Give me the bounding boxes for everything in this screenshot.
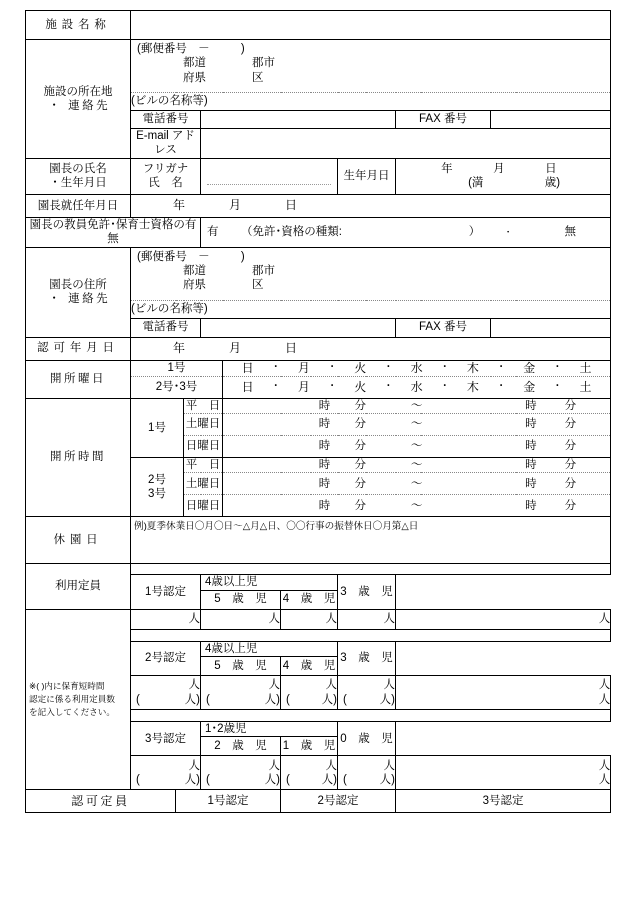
principal-address-label-line1: 園長の住所: [49, 278, 107, 291]
facility-pref-label-1: 都道: [183, 57, 206, 70]
open-hours-group2-label: [131, 457, 184, 516]
approval-date-line: [131, 341, 610, 356]
capacity-block2-cert: 2号認定: [131, 641, 201, 675]
open-hours-group2-line2: 3号: [148, 488, 166, 501]
open-hours-label: 開所時間: [26, 398, 131, 517]
capacity-block3-a-input[interactable]: [281, 756, 338, 790]
facility-name-label: 施設名称: [26, 11, 131, 40]
weekday-sep-1a: ・: [270, 361, 281, 373]
capacity-block2-group-full: [201, 678, 280, 692]
capacity-block3-cert: 3号認定: [131, 722, 201, 756]
end-hour-unit-g1-wd: 時: [525, 399, 537, 412]
weekday-sat-type23[interactable]: 土: [579, 379, 592, 394]
open-days-type1-label: 1号: [131, 360, 223, 376]
license-separator: ・: [503, 226, 513, 237]
start-hour-unit-g2-su: 時: [318, 499, 331, 512]
capacity-block2-a-short: [281, 693, 337, 707]
furigana-input-line[interactable]: [207, 168, 331, 185]
capacity-block2-a-paren-close: 人): [321, 693, 337, 706]
open-hours-group1-label: 1号: [131, 398, 184, 457]
end-hour-unit-g1-sa: 時: [525, 418, 537, 431]
end-min-unit-g1-wd: 分: [564, 399, 577, 412]
birth-year-unit: 年: [441, 162, 453, 175]
capacity-note-cell: [26, 609, 131, 790]
facility-name-input[interactable]: [131, 11, 611, 40]
license-label: 園長の教員免許･保育士資格の有無: [26, 217, 201, 247]
capacity-block2-total-unit: 人: [188, 679, 200, 692]
start-min-unit-g1-su: 分: [354, 440, 367, 453]
start-hour-unit-g2-wd: 時: [318, 458, 331, 471]
open-hours-g2-saturday-label: 土曜日: [184, 473, 223, 495]
principal-name-label-line1: 園長の氏名: [49, 162, 107, 175]
license-yes-option[interactable]: 有: [207, 225, 219, 238]
capacity-block2-a-full: [281, 678, 337, 692]
capacity-block3-a-short: [281, 773, 337, 787]
capacity-block3-total-input[interactable]: [131, 756, 201, 790]
capacity-block2-total-full: [131, 678, 200, 692]
license-kind-close: ）: [468, 225, 481, 238]
capacity-block2-b-full: [338, 678, 395, 692]
weekday-thu-type23[interactable]: 木: [466, 379, 479, 394]
birth-month-unit: 月: [493, 162, 505, 175]
capacity-block2-b-paren-close: 人): [379, 693, 395, 706]
open-hours-g1-saturday-label: 土曜日: [184, 413, 223, 435]
approval-day-unit: 日: [285, 341, 298, 355]
capacity-block2-spacer: [131, 629, 611, 641]
approved-capacity-label: 認可定員: [26, 790, 176, 813]
capacity-block2-total-input[interactable]: [131, 676, 201, 710]
start-min-unit-g1-wd: 分: [354, 399, 367, 412]
capacity-block1-b-unit: 人: [383, 612, 395, 625]
capacity-block1-last-input[interactable]: [396, 609, 611, 629]
approval-month-unit: 月: [229, 341, 242, 355]
capacity-block3-b-short: [338, 773, 395, 787]
capacity-block1-group-unit: 人: [268, 612, 280, 625]
principal-birth-label: 生年月日: [338, 158, 396, 194]
capacity-block3-last-full: [396, 759, 610, 773]
principal-zip-label: (郵便番号: [137, 250, 187, 263]
range-mark-g1-sa: ～: [410, 418, 423, 431]
time-range-g1-sun: [223, 439, 610, 453]
facility-tel-input[interactable]: [201, 111, 396, 129]
capacity-block3-b-unit: 人: [383, 759, 395, 772]
capacity-note-line3: を記入してください。: [29, 707, 115, 718]
end-min-unit-g2-su: 分: [564, 499, 577, 512]
weekday-sep-1e: ・: [496, 361, 507, 373]
facility-pref-line-2: [135, 71, 610, 85]
weekday-sep-1d: ・: [439, 361, 450, 373]
capacity-block3-b-paren-open: (: [343, 773, 347, 786]
start-hour-unit-g1-sa: 時: [318, 418, 331, 431]
open-days-type23-label: 2号･3号: [131, 376, 223, 398]
row-appointment-date: [26, 194, 611, 217]
principal-name-label-line2: ・生年月日: [49, 177, 107, 190]
range-mark-g1-wd: ～: [410, 399, 423, 412]
weekday-options-type23: [223, 380, 610, 395]
capacity-block2-last-input[interactable]: [396, 676, 611, 710]
end-min-unit-g2-wd: 分: [564, 458, 577, 471]
appointment-date-label: 園長就任年月日: [26, 194, 131, 217]
weekday-fri-type23[interactable]: 金: [523, 379, 536, 394]
capacity-block2-group-short: [201, 693, 280, 707]
capacity-block2-a-paren-open: (: [286, 693, 290, 706]
capacity-block3-group-short: [201, 773, 280, 787]
facility-city-label-2: 区: [252, 71, 264, 84]
capacity-block3-group-input[interactable]: [201, 756, 281, 790]
capacity-block1-a-input[interactable]: [281, 609, 338, 629]
capacity-block3-b-input[interactable]: [338, 756, 396, 790]
start-hour-unit-g2-sa: 時: [318, 477, 331, 490]
facility-pref-line: [135, 56, 610, 70]
row-principal-address: [26, 247, 611, 300]
principal-city-label-2: 区: [252, 279, 264, 292]
open-hours-group2-line1: 2号: [148, 473, 166, 486]
capacity-block1-total-unit: 人: [188, 612, 200, 625]
weekday-sep-2f: ・: [552, 380, 563, 392]
weekday-sep-2c: ・: [383, 380, 394, 392]
closed-days-example: 例)夏季休業日〇月〇日～△月△日、〇〇行事の振替休日〇月第△日: [134, 521, 419, 533]
birth-age-close: 歳): [544, 177, 561, 190]
open-hours-g2-weekday-input[interactable]: [223, 457, 611, 472]
capacity-block2-total-short: [131, 693, 200, 707]
capacity-block3-total-short: [131, 773, 200, 787]
principal-city-label-1: 郡市: [252, 264, 275, 277]
principal-name-label: [26, 158, 131, 194]
approved-capacity-cert2[interactable]: 2号認定: [281, 790, 396, 813]
end-hour-unit-g2-su: 時: [525, 499, 537, 512]
capacity-block3-last-unit2: 人: [598, 773, 611, 786]
capacity-block3-sub-b: 1 歳 児: [281, 737, 338, 756]
facility-tel-label: 電話番号: [131, 111, 201, 129]
capacity-block3-last-unit: 人: [598, 759, 611, 772]
time-range-g2-sun: [223, 499, 610, 513]
principal-zip-close: ): [240, 250, 245, 263]
capacity-block1-group-input[interactable]: [201, 609, 281, 629]
row-closed-days: [26, 517, 611, 564]
furigana-label-text: フリガナ: [142, 162, 189, 175]
range-mark-g2-sa: ～: [410, 477, 423, 490]
approval-date-label: 認可年月日: [26, 337, 131, 360]
capacity-block1-b-input[interactable]: [338, 609, 396, 629]
row-open-days-type1: [26, 360, 611, 376]
facility-city-label-1: 郡市: [252, 57, 275, 70]
capacity-block2-group-input[interactable]: [201, 676, 281, 710]
appointment-year-unit: 年: [173, 198, 186, 213]
principal-tel-label: 電話番号: [131, 318, 201, 337]
capacity-block3-last-short: [396, 773, 610, 787]
row-approval-date: [26, 337, 611, 360]
weekday-sep-2a: ・: [270, 380, 281, 392]
capacity-block1-spacer: [131, 564, 611, 575]
capacity-block2-a-unit: 人: [325, 679, 337, 692]
principal-address-label-line2: ・ 連絡先: [48, 293, 111, 305]
facility-building-input[interactable]: (ビルの名称等): [131, 93, 611, 111]
start-min-unit-g1-sa: 分: [354, 418, 367, 431]
birth-date-line: [396, 162, 610, 176]
weekday-tue-type23[interactable]: 火: [354, 379, 367, 394]
capacity-note-line1: ※( )内に保育短時間: [29, 680, 105, 691]
principal-zip-dash: －: [198, 250, 210, 263]
capacity-block2-group-paren-close: 人): [264, 693, 280, 706]
capacity-block3-group-full: [201, 759, 280, 773]
open-hours-g2-saturday-input[interactable]: [223, 473, 611, 495]
principal-address-input[interactable]: [131, 247, 611, 300]
birth-age-line: [396, 176, 610, 190]
open-hours-g1-sunday-input[interactable]: [223, 435, 611, 457]
end-min-unit-g2-sa: 分: [564, 477, 577, 490]
appointment-day-unit: 日: [285, 198, 298, 213]
capacity-block3-total-paren-close: 人): [184, 773, 200, 786]
principal-zip-line: [135, 250, 610, 264]
open-days-label: 開所曜日: [26, 360, 131, 398]
capacity-block1-total-input[interactable]: [131, 609, 201, 629]
end-min-unit-g1-sa: 分: [564, 418, 577, 431]
weekday-sep-1b: ・: [327, 361, 338, 373]
capacity-block1-last-label: 3 歳 児: [338, 575, 396, 609]
birth-day-unit: 日: [545, 162, 557, 175]
weekday-sep-2e: ・: [496, 380, 507, 392]
weekday-sep-1f: ・: [552, 361, 563, 373]
principal-pref-line-2: [135, 278, 610, 292]
principal-furigana-label: [131, 158, 201, 194]
weekday-wed-type23[interactable]: 水: [410, 379, 423, 394]
row-capacity-block1-values: [26, 609, 611, 629]
start-min-unit-g2-su: 分: [354, 499, 367, 512]
capacity-label-cell: [26, 564, 131, 609]
weekday-sep-2b: ・: [327, 380, 338, 392]
capacity-block3-a-paren-open: (: [286, 773, 290, 786]
end-hour-unit-g2-wd: 時: [525, 458, 537, 471]
weekday-fri-type1[interactable]: 金: [523, 360, 536, 375]
end-hour-unit-g1-su: 時: [525, 440, 537, 453]
appointment-date-line: [131, 198, 610, 213]
weekday-sun-type1[interactable]: 日: [241, 360, 254, 375]
open-hours-g1-sunday-label: 日曜日: [184, 435, 223, 457]
principal-name-input[interactable]: [201, 158, 338, 194]
facility-zip-line: [135, 42, 610, 56]
weekday-mon-type23[interactable]: 月: [297, 379, 310, 394]
capacity-block2-sub-a: 5 歳 児: [201, 657, 281, 676]
open-days-type23-options[interactable]: [223, 376, 611, 398]
facility-zip-dash: －: [198, 43, 210, 55]
approval-year-unit: 年: [173, 341, 186, 355]
facility-address-label-line1: 施設の所在地: [43, 85, 113, 98]
principal-tel-input[interactable]: [201, 318, 396, 337]
capacity-block3-group-paren-open: (: [206, 773, 210, 786]
row-capacity-spacer-1: [26, 564, 611, 575]
weekday-sep-2d: ・: [439, 380, 450, 392]
facility-zip-close: ): [240, 43, 245, 55]
principal-address-block: [131, 248, 610, 300]
row-facility-name: [26, 11, 611, 40]
open-hours-g1-saturday-input[interactable]: [223, 413, 611, 435]
approved-capacity-cert1[interactable]: 1号認定: [176, 790, 281, 813]
weekday-wed-type1[interactable]: 水: [410, 360, 423, 375]
row-approved-capacity: [26, 790, 611, 813]
approval-date-input[interactable]: [131, 337, 611, 360]
capacity-block3-sub-a: 2 歳 児: [201, 737, 281, 756]
principal-birth-input[interactable]: [396, 158, 611, 194]
weekday-sat-type1[interactable]: 土: [579, 360, 592, 375]
principal-pref-label-1: 都道: [183, 264, 206, 277]
capacity-block3-b-paren-close: 人): [379, 773, 395, 786]
capacity-label: 利用定員: [55, 580, 101, 593]
capacity-block3-total-unit: 人: [188, 759, 200, 772]
principal-fax-input[interactable]: [491, 318, 611, 337]
row-license: [26, 217, 611, 247]
capacity-block2-b-unit: 人: [383, 679, 395, 692]
capacity-block2-group-paren-open: (: [206, 693, 210, 706]
capacity-block2-b-paren-open: (: [343, 693, 347, 706]
weekday-tue-type1[interactable]: 火: [354, 360, 367, 375]
capacity-block1-sub-a: 5 歳 児: [201, 590, 281, 609]
open-hours-g2-weekday-label: 平 日: [184, 457, 223, 472]
row-hours-g1-weekday: [26, 398, 611, 413]
facility-pref-label-2: 府県: [183, 71, 206, 84]
capacity-block2-pad: [396, 641, 611, 675]
time-range-g1-sat: [223, 417, 610, 431]
start-min-unit-g2-wd: 分: [354, 458, 367, 471]
capacity-block2-group: 4歳以上児: [201, 641, 338, 656]
license-line: [201, 225, 610, 239]
time-range-g2-weekday: [223, 458, 610, 472]
facility-fax-label: FAX 番号: [396, 111, 491, 129]
appointment-month-unit: 月: [229, 198, 242, 213]
capacity-block3-group-paren-close: 人): [264, 773, 280, 786]
capacity-block3-last-input[interactable]: [396, 756, 611, 790]
facility-email-label: E-mail アドレス: [131, 129, 201, 159]
capacity-block2-total-paren-close: 人): [184, 693, 200, 706]
capacity-block2-last-full: [396, 678, 610, 692]
time-range-g2-sat: [223, 477, 610, 491]
open-hours-g1-weekday-label: 平 日: [184, 398, 223, 413]
principal-pref-label-2: 府県: [183, 279, 206, 292]
capacity-block3-b-full: [338, 759, 395, 773]
capacity-block1-cert: 1号認定: [131, 575, 201, 609]
row-facility-address: [26, 40, 611, 93]
capacity-block2-sub-b: 4 歳 児: [281, 657, 338, 676]
open-days-type1-options[interactable]: [223, 360, 611, 376]
capacity-block1-pad: [396, 575, 611, 609]
capacity-block2-b-input[interactable]: [338, 676, 396, 710]
facility-zip-label: (郵便番号: [137, 43, 187, 55]
open-hours-g2-sunday-label: 日曜日: [184, 495, 223, 517]
start-min-unit-g2-sa: 分: [354, 477, 367, 490]
principal-fax-label: FAX 番号: [396, 318, 491, 337]
range-mark-g1-su: ～: [410, 440, 423, 453]
open-hours-g1-weekday-input[interactable]: [223, 398, 611, 413]
start-hour-unit-g1-su: 時: [318, 440, 331, 453]
capacity-block3-spacer: [131, 710, 611, 722]
end-min-unit-g1-su: 分: [564, 440, 577, 453]
weekday-mon-type1[interactable]: 月: [297, 360, 310, 375]
capacity-block1-group: 4歳以上児: [201, 575, 338, 590]
appointment-date-input[interactable]: [131, 194, 611, 217]
weekday-options-type1: [223, 361, 610, 376]
capacity-block2-last-unit2: 人: [598, 693, 611, 706]
capacity-block1-last-unit: 人: [598, 612, 611, 625]
open-hours-g2-sunday-input[interactable]: [223, 495, 611, 517]
license-input[interactable]: [201, 217, 611, 247]
facility-address-input[interactable]: [131, 40, 611, 93]
closed-days-label: 休園日: [26, 517, 131, 564]
capacity-block3-group: 1･2歳児: [201, 722, 338, 737]
capacity-block3-a-full: [281, 759, 337, 773]
capacity-block2-b-short: [338, 693, 395, 707]
start-hour-unit-g1-wd: 時: [318, 399, 331, 412]
birth-age-open: (満: [468, 177, 484, 190]
capacity-block2-last-unit: 人: [598, 679, 611, 692]
approved-capacity-cert3[interactable]: 3号認定: [396, 790, 611, 813]
capacity-block2-group-unit: 人: [268, 679, 280, 692]
end-hour-unit-g2-sa: 時: [525, 477, 537, 490]
facility-fax-input[interactable]: [491, 111, 611, 129]
capacity-block3-pad: [396, 722, 611, 756]
license-no-option[interactable]: 無: [564, 225, 576, 238]
principal-building-input[interactable]: (ビルの名称等): [131, 300, 611, 318]
capacity-block3-total-paren-open: (: [136, 773, 140, 786]
time-range-g1-weekday: [223, 399, 610, 413]
capacity-block3-a-paren-close: 人): [321, 773, 337, 786]
facility-address-block: [131, 40, 610, 92]
facility-information-form: [25, 10, 611, 813]
license-kind-label: （免許･資格の種類:: [241, 225, 342, 238]
capacity-block3-a-unit: 人: [325, 759, 337, 772]
facility-email-input[interactable]: [201, 129, 611, 159]
capacity-block2-last-label: 3 歳 児: [338, 641, 396, 675]
weekday-sun-type23[interactable]: 日: [241, 379, 254, 394]
facility-address-label-line2: ・ 連絡先: [48, 99, 111, 112]
capacity-block2-last-short: [396, 693, 610, 707]
row-principal-name: [26, 158, 611, 194]
weekday-sep-1c: ・: [383, 361, 394, 373]
capacity-block3-group-unit: 人: [268, 759, 280, 772]
capacity-block3-last-label: 0 歳 児: [338, 722, 396, 756]
range-mark-g2-su: ～: [410, 499, 423, 512]
capacity-block1-a-unit: 人: [325, 612, 337, 625]
capacity-note-line2: 認定に係る利用定員数: [29, 693, 115, 704]
capacity-block3-total-full: [131, 759, 200, 773]
capacity-block2-total-paren-open: (: [136, 693, 140, 706]
capacity-block1-sub-b: 4 歳 児: [281, 590, 338, 609]
facility-address-label: [26, 40, 131, 159]
closed-days-input[interactable]: [131, 517, 611, 564]
principal-address-label: [26, 247, 131, 337]
weekday-thu-type1[interactable]: 木: [466, 360, 479, 375]
name-label-text: 氏 名: [148, 177, 183, 190]
range-mark-g2-wd: ～: [410, 458, 423, 471]
capacity-block2-a-input[interactable]: [281, 676, 338, 710]
principal-pref-line: [135, 264, 610, 278]
